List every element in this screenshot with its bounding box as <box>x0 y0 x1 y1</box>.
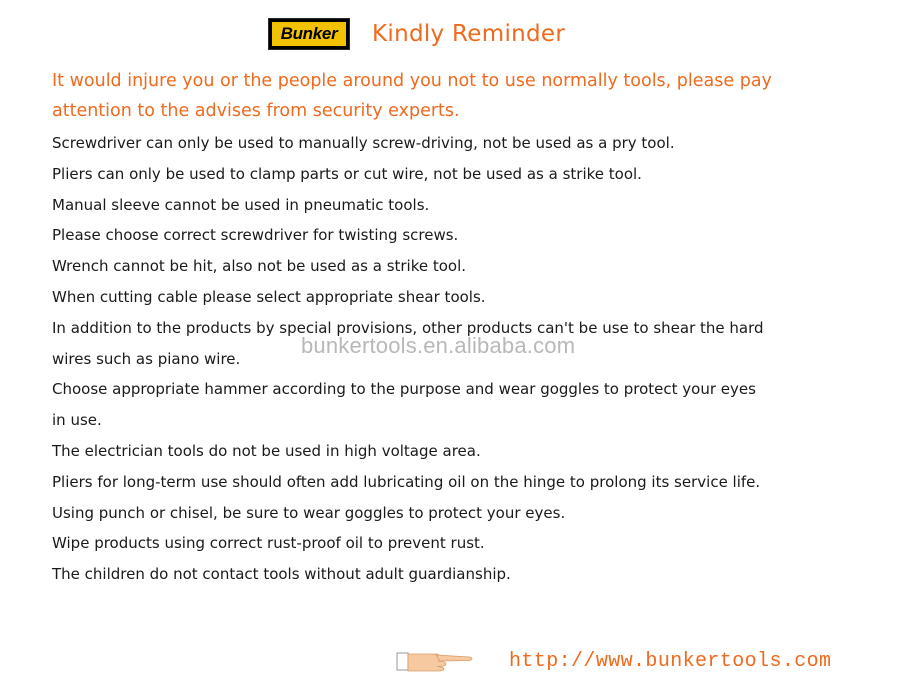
rule-item: Pliers can only be used to clamp parts or cut wire, not be used as a strike tool. <box>52 164 642 183</box>
rule-item: When cutting cable please select appropriate shear tools. <box>52 287 486 306</box>
rule-item: Please choose correct screwdriver for twisting screws. <box>52 226 459 245</box>
rule-item: Using punch or chisel, be sure to wear goggles to protect your eyes. <box>52 503 566 522</box>
rule-item: Manual sleeve cannot be used in pneumatic tools. <box>52 195 430 214</box>
rule-item: Screwdriver can only be used to manually screw-driving, not be used as a pry tool. <box>52 134 675 152</box>
rule-item: Choose appropriate hammer according to the purpose and wear goggles to protect your eyes in use. <box>52 380 756 430</box>
rule-item: Wipe products using correct rust-proof oil to prevent rust. <box>52 534 485 553</box>
page-title: Kindly Reminder <box>372 21 566 47</box>
watermark: bunkertools.en.alibaba.com <box>301 333 576 358</box>
rule-item: The children do not contact tools without adult guardianship. <box>52 565 511 584</box>
pointing-hand-icon <box>396 648 476 674</box>
bunker-logo <box>268 18 350 50</box>
rule-item: Wrench cannot be hit, also not be used as a strike tool. <box>52 257 467 276</box>
intro-warning: It would injure you or the people around you not to use normally tools, please pay attention to the advises from security experts. <box>52 71 772 121</box>
website-link[interactable]: http://www.bunkertools.com <box>509 649 832 673</box>
rule-item: The electrician tools do not be used in high voltage area. <box>52 441 481 460</box>
rule-item: Pliers for long-term use should often add lubricating oil on the hinge to prolong its service life. <box>52 472 761 491</box>
rule-item: In addition to the products by special provisions, other products can't be use to shear the hard wires such as piano wire. <box>52 318 764 368</box>
footer <box>396 648 831 674</box>
logo-text: Bunker <box>272 22 346 46</box>
header <box>268 16 565 52</box>
